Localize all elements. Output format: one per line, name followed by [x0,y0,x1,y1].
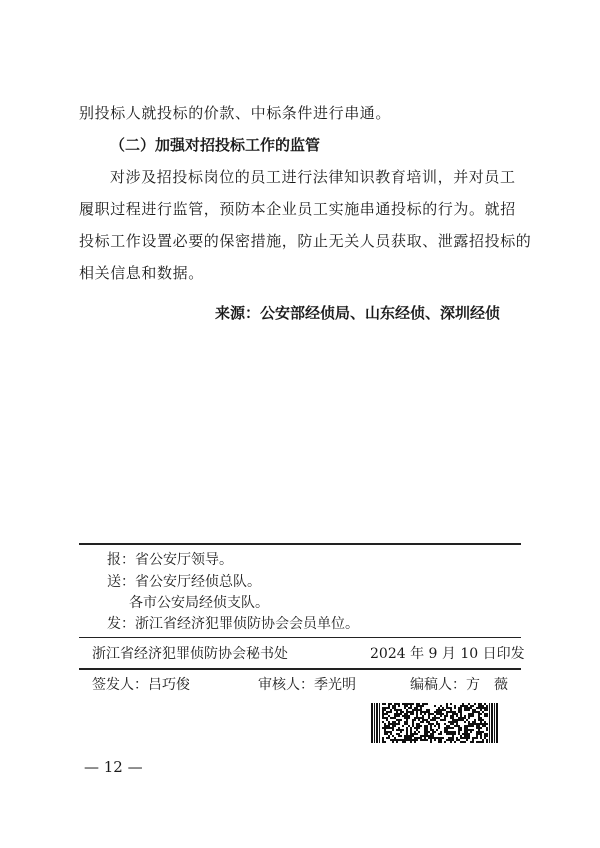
paragraph-line-1: 对涉及招投标岗位的员工进行法律知识教育培训，并对员工 [110,168,516,186]
body-line-1: 别投标人就投标的价款、中标条件进行串通。 [79,104,392,122]
issue-recipients: 发：浙江省经济犯罪侦防协会会员单位。 [107,616,359,632]
barcode-icon [371,703,499,743]
paragraph-line-4: 相关信息和数据。 [79,264,204,282]
send-recipients: 送：省公安厅经侦总队。 [107,574,261,590]
distribution-middle-rule [79,637,521,638]
editor: 编稿人：方 薇 [410,677,508,693]
section-heading: （二）加强对招投标工作的监管 [110,136,321,154]
distribution-bottom-rule [79,668,521,670]
reviewer: 审核人：季光明 [258,677,356,693]
print-date: 2024 年 9 月 10 日印发 [370,646,525,662]
send-recipients-continued: 各市公安局经侦支队。 [129,595,269,611]
source-credit: 来源：公安部经侦局、山东经侦、深圳经侦 [215,304,501,322]
distribution-top-rule [79,543,521,545]
page-number: — 12 — [84,758,143,776]
paragraph-line-2: 履职过程进行监管，预防本企业员工实施串通投标的行为。就招 [79,200,516,218]
issuing-office: 浙江省经济犯罪侦防协会秘书处 [92,646,288,662]
signer: 签发人：吕巧俊 [92,677,190,693]
report-recipients: 报：省公安厅领导。 [107,552,233,568]
paragraph-line-3: 投标工作设置必要的保密措施，防止无关人员获取、泄露招投标的 [79,232,532,250]
